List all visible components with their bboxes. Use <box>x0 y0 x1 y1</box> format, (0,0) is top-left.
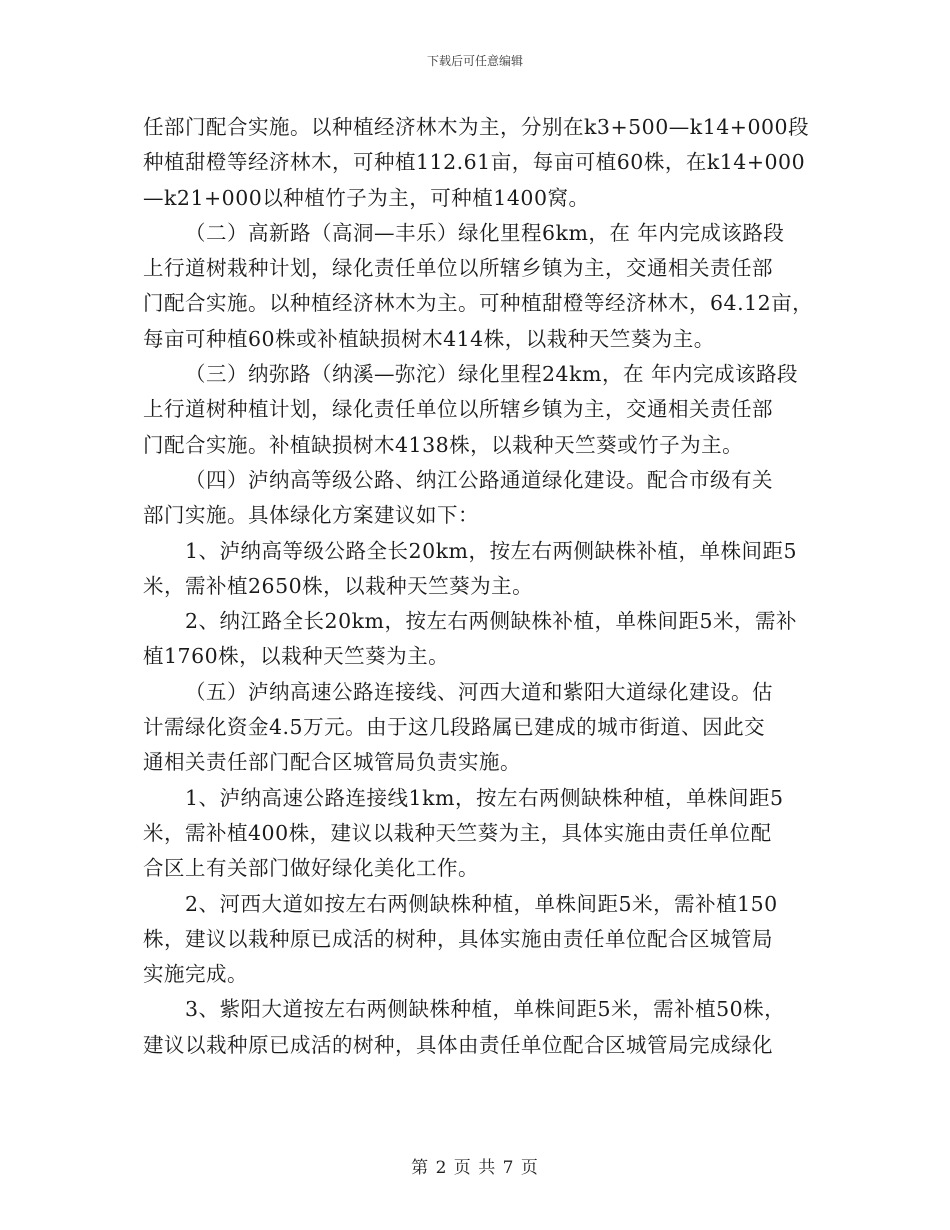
text-line: （二）高新路（高洞—丰乐）绿化里程6km，在 年内完成该路段 <box>185 220 785 245</box>
text-line: 计需绿化资金4.5万元。由于这几段路属已建成的城市街道、因此交 <box>143 715 766 740</box>
text-line: （五）泸纳高速公路连接线、河西大道和紫阳大道绿化建设。估 <box>185 679 773 704</box>
text-line: 通相关责任部门配合区城管局负责实施。 <box>143 750 521 775</box>
text-line: 上行道树种植计划，绿化责任单位以所辖乡镇为主，交通相关责任部 <box>143 397 773 422</box>
text-line: —k21+000以种植竹子为主，可种植1400窝。 <box>143 185 590 210</box>
text-line: 部门实施。具体绿化方案建议如下： <box>143 503 479 528</box>
text-line: 实施完成。 <box>143 962 248 987</box>
text-line: 3、紫阳大道按左右两侧缺株种植，单株间距5米，需补植50株， <box>185 997 786 1022</box>
text-line: 1、泸纳高速公路连接线1km，按左右两侧缺株种植，单株间距5 <box>185 785 784 810</box>
text-line: 门配合实施。以种植经济林木为主。可种植甜橙等经济林木，64.12亩， <box>143 291 814 316</box>
text-line: 每亩可种植60株或补植缺损树木414株，以栽种天竺葵为主。 <box>143 326 715 351</box>
page-footer: 第 2 页 共 7 页 <box>411 1158 539 1178</box>
text-line: （三）纳弥路（纳溪—弥沱）绿化里程24km，在 年内完成该路段 <box>185 362 798 387</box>
page-header: 下载后可任意编辑 <box>426 54 523 68</box>
text-line: 米，需补植400株，建议以栽种天竺葵为主，具体实施由责任单位配 <box>143 820 772 845</box>
text-line: 门配合实施。补植缺损树木4138株，以栽种天竺葵或竹子为主。 <box>143 432 744 457</box>
text-line: 2、河西大道如按左右两侧缺株种植，单株间距5米，需补植150 <box>185 891 778 916</box>
text-line: 1、泸纳高等级公路全长20km，按左右两侧缺株补植，单株间距5 <box>185 538 798 563</box>
text-line: 上行道树栽种计划，绿化责任单位以所辖乡镇为主，交通相关责任部 <box>143 256 773 281</box>
text-line: 合区上有关部门做好绿化美化工作。 <box>143 856 479 881</box>
text-line: 米，需补植2650株，以栽种天竺葵为主。 <box>143 573 534 598</box>
text-line: 任部门配合实施。以种植经济林木为主，分别在k3+500—k14+000段 <box>143 115 810 139</box>
document-body <box>143 110 833 1063</box>
text-line: 株，建议以栽种原已成活的树种，具体实施由责任单位配合区城管局 <box>143 926 773 951</box>
text-line: 种植甜橙等经济林木，可种植112.61亩，每亩可植60株，在k14+000 <box>143 150 806 175</box>
text-line: 植1760株，以栽种天竺葵为主。 <box>143 644 450 669</box>
text-line: 建议以栽种原已成活的树种，具体由责任单位配合区城管局完成绿化 <box>143 1032 773 1057</box>
text-line: （四）泸纳高等级公路、纳江公路通道绿化建设。配合市级有关 <box>185 467 773 492</box>
text-line: 2、纳江路全长20km，按左右两侧缺株补植，单株间距5米，需补 <box>185 609 798 634</box>
